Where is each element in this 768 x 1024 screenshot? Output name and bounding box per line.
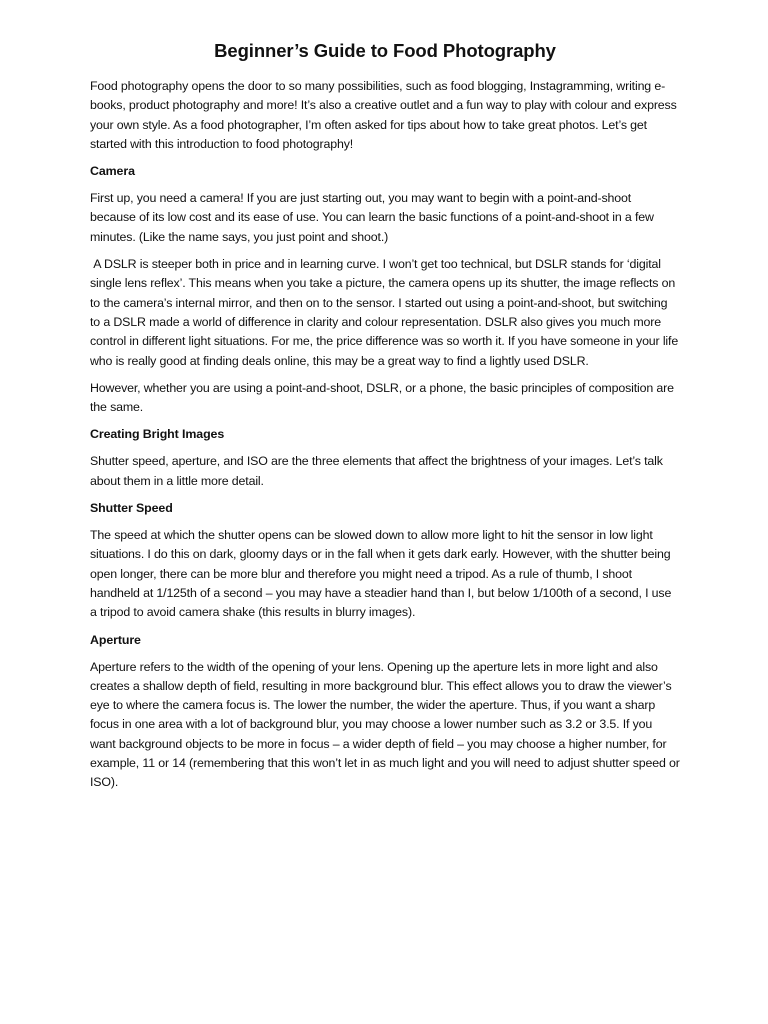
- aperture-paragraph: Aperture refers to the width of the opening of your lens. Opening up the aperture lets in more light and also creates a shallow depth of field, resulting in more background blur. This effect allows you to draw the viewer’s eye to where the camera focus is. The lower the number, the wider the aperture. Thus, if you want a sharp focus in one area with a lot of background blur, you may choose a lower number such as 3.2 or 3.5. If you want background objects to be more in focus – a wider depth of field – you may choose a higher number, for example, 11 or 14 (remembering that this won’t let in as much light and you will need to adjust shutter speed or ISO).: [90, 659, 680, 790]
- document-title: Beginner’s Guide to Food Photography: [214, 40, 556, 61]
- camera-paragraph-1: First up, you need a camera! If you are just starting out, you may want to begin with a point-and-shoot because of its low cost and its ease of use. You can learn the basic functions of a point-and-shoot in a few minutes. (Like the name says, you just point and shoot.): [90, 191, 654, 244]
- section-heading-camera: Camera: [90, 164, 135, 179]
- section-heading-bright-images: Creating Bright Images: [90, 427, 225, 442]
- document-page: [90, 40, 680, 801]
- section-heading-aperture: Aperture: [90, 632, 141, 647]
- section-heading-shutter-speed: Shutter Speed: [90, 501, 173, 516]
- intro-paragraph: Food photography opens the door to so many possibilities, such as food blogging, Instagramming, writing e-books, product photography and more! It’s also a creative outlet and a fun way to play with colour and express your own style. As a food photographer, I’m often asked for tips about how to take great photos. Let’s get started with this introduction to food photography!: [90, 79, 677, 151]
- bright-images-paragraph: Shutter speed, aperture, and ISO are the three elements that affect the brightness of your images. Let’s talk about them in a little more detail.: [90, 454, 663, 488]
- camera-paragraph-2: A DSLR is steeper both in price and in learning curve. I won’t get too technical, but DSLR stands for ‘digital single lens reflex’. This means when you take a picture, the camera opens up its shutter, the image reflects on to the camera’s internal mirror, and then on to the sensor. I started out using a point-and-shoot, but switching to a DSLR made a world of difference in clarity and colour representation. DSLR also gives you much more control in different light situations. For me, the price difference was so worth it. If you have someone in your life who is really good at finding deals online, this may be a great way to find a lightly used DSLR.: [90, 257, 682, 368]
- camera-paragraph-3: However, whether you are using a point-and-shoot, DSLR, or a phone, the basic principles of composition are the same.: [90, 380, 674, 415]
- shutter-speed-paragraph: The speed at which the shutter opens can be slowed down to allow more light to hit the sensor in low light situations. I do this on dark, gloomy days or in the fall when it gets dark early. However, with the shutter being open longer, there can be more blur and therefore you might need a tripod. As a rule of thumb, I shoot handheld at 1/125th of a second – you may have a steadier hand than I, but below 1/100th of a second, I use a tripod to avoid camera shake (this results in blurry images).: [90, 528, 672, 620]
